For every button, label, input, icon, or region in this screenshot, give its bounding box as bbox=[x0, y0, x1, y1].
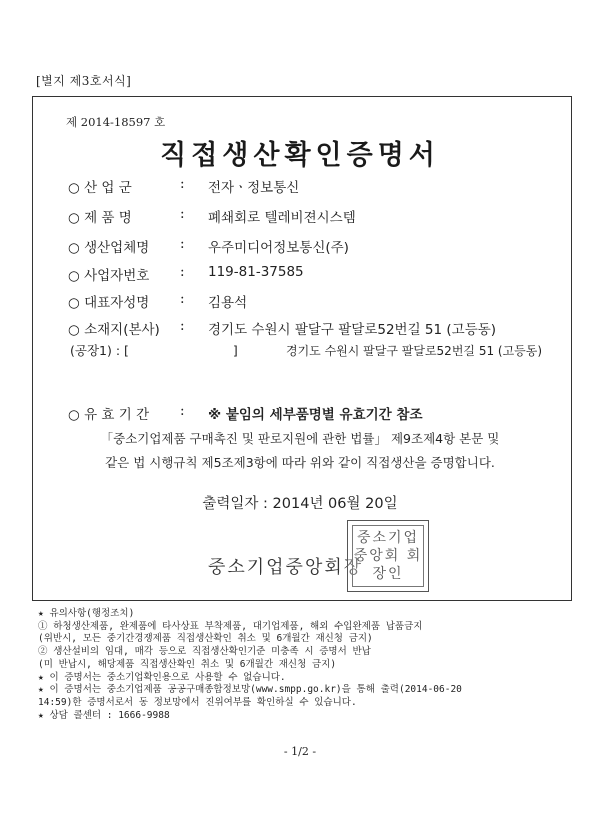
field-label-product: ○ 제 품 명 bbox=[68, 210, 132, 226]
factory-label bbox=[70, 341, 238, 359]
certificate-number: 제 2014-18597 호 bbox=[66, 115, 166, 129]
field-value-business-number: 119-81-37585 bbox=[208, 264, 304, 280]
validity-value: ※ 붙임의 세부품명별 유효기간 참조 bbox=[208, 407, 423, 423]
official-seal-stamp bbox=[347, 520, 429, 592]
factory-address: 경기도 수원시 팔달구 팔달로52번길 51 (고등동) bbox=[286, 344, 543, 358]
field-label-industry: ○ 산 업 군 bbox=[68, 180, 132, 196]
note-line: 14:59)한 증명서로서 동 정보망에서 진위여부를 확인하실 수 있습니다. bbox=[38, 696, 357, 708]
note-line: ② 생산설비의 임대, 매각 등으로 직접생산확인기준 미충족 시 증명서 반납 bbox=[38, 646, 371, 658]
field-colon: : bbox=[180, 206, 185, 222]
note-line: (미 반납시, 해당제품 직접생산확인 취소 및 6개월간 재신청 금지) bbox=[38, 658, 337, 670]
notes-heading: ★ 유의사항(행정조치) bbox=[38, 608, 135, 619]
organization-name: 중소기업중앙회장 bbox=[208, 557, 364, 578]
field-colon: : bbox=[180, 318, 185, 334]
law-text-line-1: 「중소기업제품 구매촉진 및 판로지원에 관한 법률」 제9조제4항 본문 및 bbox=[100, 431, 500, 446]
issue-date: 출력일자 : 2014년 06월 20일 bbox=[202, 496, 398, 512]
field-label-hq-address: ○ 소재지(본사) bbox=[68, 322, 160, 338]
law-text bbox=[0, 427, 600, 475]
field-value-company: 우주미디어정보통신(주) bbox=[208, 240, 349, 256]
field-colon: : bbox=[180, 176, 185, 192]
field-colon: : bbox=[180, 236, 185, 252]
field-label-business-number: ○ 사업자번호 bbox=[68, 268, 150, 284]
seal-text: 중소기업 중앙회 회장인 bbox=[353, 530, 423, 582]
validity-label: ○ 유 효 기 간 bbox=[68, 407, 150, 423]
form-tag: [별지 제3호서식] bbox=[36, 74, 132, 88]
note-line: ★ 이 증명서는 중소기업확인용으로 사용할 수 없습니다. bbox=[38, 671, 286, 683]
field-label-representative: ○ 대표자성명 bbox=[68, 295, 150, 311]
page-number: - 1/2 - bbox=[283, 745, 317, 758]
factory-bracket-close: ] bbox=[232, 343, 238, 358]
note-line: (위반시, 모든 중기간경쟁제품 직접생산확인 취소 및 6개월간 재신청 금지) bbox=[38, 633, 373, 645]
note-line-call-center: ★ 상담 콜센터 : 1666-9988 bbox=[38, 709, 170, 721]
field-label-company: ○ 생산업체명 bbox=[68, 240, 150, 256]
field-value-hq-address: 경기도 수원시 팔달구 팔달로52번길 51 (고등동) bbox=[208, 322, 497, 338]
factory-label-text: (공장1) : [ bbox=[70, 343, 129, 358]
field-colon: : bbox=[180, 264, 185, 280]
field-value-industry: 전자ㆍ정보통신 bbox=[208, 180, 300, 196]
field-colon: : bbox=[180, 291, 185, 307]
notes-section bbox=[38, 608, 578, 722]
note-line: ★ 이 증명서는 중소기업제품 공공구매종합정보망(www.smpp.go.kr)을 통해 출력(2014-06-20 bbox=[38, 684, 462, 696]
field-value-representative: 김용석 bbox=[208, 295, 248, 311]
note-line: ① 하청생산제품, 완제품에 타사상표 부착제품, 대기업제품, 해외 수입완제품 납품금지 bbox=[38, 620, 423, 632]
law-text-line-2: 같은 법 시행규칙 제5조제3항에 따라 위와 같이 직접생산을 증명합니다. bbox=[105, 455, 495, 470]
field-value-product: 폐쇄회로 텔레비젼시스템 bbox=[208, 210, 356, 226]
page-title: 직접생산확인증명서 bbox=[160, 140, 440, 171]
validity-colon: : bbox=[180, 403, 185, 419]
